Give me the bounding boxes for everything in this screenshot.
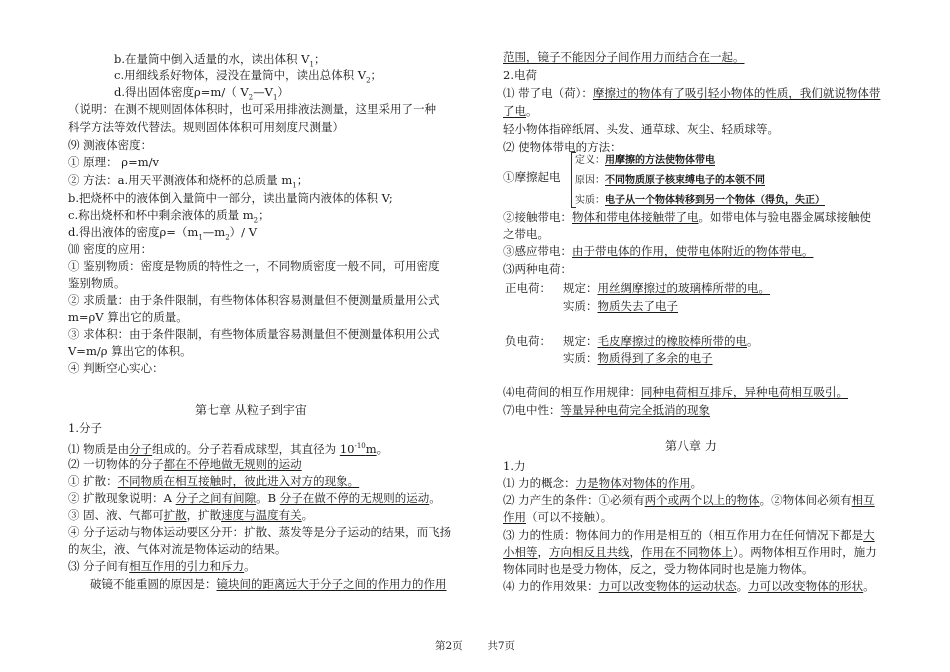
text-line: ⑵ 使物体带电的方法： — [503, 140, 622, 154]
text-line: 实质：物质失去了电子 — [563, 299, 678, 313]
text-line: ⑶两种电荷： — [503, 262, 572, 276]
positive-charge-label: 正电荷： — [505, 281, 551, 295]
text-line: ⑵ 一切物体的分子都在不停地做无规则的运动 — [68, 457, 302, 471]
text-line: ⑼ 测液体密度： — [68, 138, 153, 152]
text-line: ② 方法：a.用天平测液体和烧杯的总质量 $m_1$； — [68, 173, 309, 190]
text-line: 之带电。 — [503, 227, 549, 241]
text-line: ② 求质量：由于条件限制，有些物体体积容易测量但不便测量质量用公式 — [68, 293, 440, 307]
text-line: ② 扩散现象说明：A 分子之间有间隙。B 分子在做不停的无规则的运动。 — [68, 491, 441, 505]
text-line: 实质：物质得到了多余的电子 — [563, 351, 713, 365]
chapter-7-title: 第七章 从粒子到宇宙 — [195, 403, 307, 417]
text-line: b.在量筒中倒入适量的水，读出体积 $V_1$； — [114, 52, 326, 69]
essence-line: 实质：电子从一个物体转移到另一个物体（得负，失正） — [575, 195, 825, 206]
section-heading: 1.力 — [503, 459, 526, 473]
text-line: ③ 求体积：由于条件限制，有些物体质量容易测量但不便测量体积用公式 — [68, 327, 440, 341]
section-heading: 1.分子 — [68, 421, 102, 435]
text-line: 鉴别物质。 — [68, 276, 126, 290]
text-line: ⑷电荷间的相互作用规律：同种电荷相互排斥，异种电荷相互吸引。 — [503, 385, 848, 399]
text-line: ⑺电中性：等量异种电荷完全抵消的现象 — [503, 403, 710, 417]
text-line: 范围，镜子不能因分子间作用力而结合在一起。 — [503, 50, 745, 64]
text-line: 破镜不能重圆的原因是：镜块间的距离远大于分子之间的作用力的作用 — [90, 577, 447, 591]
text-line: ④ 判断空心实心： — [68, 361, 164, 375]
text-line: ⑽ 密度的应用： — [68, 242, 153, 256]
text-line: ③ 固、液、气都可扩散，扩散速度与温度有关。 — [68, 508, 314, 522]
page-footer — [0, 638, 950, 653]
text-line: 的灰尘，液、气体对流是物体运动的结果。 — [68, 542, 287, 556]
text-line: ②接触带电：物体和带电体接触带了电。如带电体与验电器金属球接触使 — [503, 210, 871, 224]
text-line: ⑴ 带了电（荷）：摩擦过的物体有了吸引轻小物体的性质，我们就说物体带 — [503, 86, 881, 100]
section-heading: 2.电荷 — [503, 68, 537, 82]
text-line: 作用（可以不接触）。 — [503, 510, 613, 524]
text-line: d.得出液体的密度$\rho=(m_1—m_2)/$ V — [68, 225, 258, 242]
text-line: 轻小物体指碎纸屑、头发、通草球、灰尘、轻质球等。 — [503, 122, 779, 136]
page-number: 第2页 — [434, 640, 463, 652]
text-line: ④ 分子运动与物体运动要区分开：扩散、蒸发等是分子运动的结果，而飞扬 — [68, 525, 452, 539]
text-line: ⑶ 分子间有相互作用的引力和斥力。 — [68, 559, 256, 573]
text-line: 科学方法等效代替法。规则固体体积可用刻度尺测量） — [68, 120, 344, 134]
text-line: 小相等，方向相反且共线，作用在不同物体上）。两物体相互作用时，施力 — [503, 545, 877, 559]
text-line: ⑴ 力的概念：力是物体对物体的作用。 — [503, 476, 703, 490]
text-line: ⑴ 物质是由分子组成的。分子若看成球型，其直径为 $10^{-10}m$。 — [68, 441, 389, 456]
text-line: （说明：在测不规则固体体积时，也可采用排液法测量，这里采用了一种 — [68, 102, 436, 116]
bracket-line — [571, 152, 576, 208]
text-line: 了电。 — [503, 104, 538, 118]
text-line: ⑵ 力产生的条件：①必须有两个或两个以上的物体。②物体间必须有相互 — [503, 493, 875, 507]
text-line: c.用细线系好物体，浸没在量筒中，读出总体积 $V_2$； — [114, 68, 383, 85]
negative-charge-label: 负电荷： — [505, 334, 551, 348]
text-line: b.把烧杯中的液体倒入量筒中一部分，读出量筒内液体的体积 V; — [68, 191, 393, 205]
definition-line: 定义：用摩擦的方法使物体带电 — [575, 155, 715, 166]
reason-line: 原因：不同物质原子核束缚电子的本领不同 — [575, 175, 765, 186]
chapter-8-title: 第八章 力 — [665, 439, 717, 453]
text-line: d.得出固体密度ρ=m/（ $V_2—V_1$） — [114, 85, 289, 102]
text-line: ① 扩散：不同物质在相互接触时，彼此进入对方的现象。 — [68, 474, 360, 488]
text-line: ⑷ 力的作用效果：力可以改变物体的运动状态。力可以改变物体的形状。 — [503, 579, 875, 593]
text-line: m=ρV 算出它的质量。 — [68, 310, 188, 324]
page-total: 共7页 — [487, 640, 516, 652]
text-line: ① 鉴别物质：密度是物质的特性之一，不同物质密度一般不同，可用密度 — [68, 259, 440, 273]
text-line: V=m/ρ 算出它的体积。 — [68, 344, 192, 358]
text-line: ⑶ 力的性质：物体间力的作用是相互的（相互作用力在任何情况下都是大 — [503, 528, 875, 542]
text-line: ③感应带电：由于带电体的作用，使带电体附近的物体带电。 — [503, 244, 814, 258]
text-line: c.称出烧杯和杯中剩余液体的质量 $m_2$； — [68, 208, 270, 225]
text-line: 规定：用丝绸摩擦过的玻璃棒所带的电。 — [563, 281, 770, 295]
text-line: ① 原理： ρ=m/v — [68, 155, 159, 169]
text-line: ①摩擦起电 — [503, 170, 561, 184]
text-line: 规定：毛皮摩擦过的橡胶棒所带的电。 — [563, 334, 759, 348]
text-line: 物体同时也是受力物体，反之，受力物体同时也是施力物体。 — [503, 562, 814, 576]
